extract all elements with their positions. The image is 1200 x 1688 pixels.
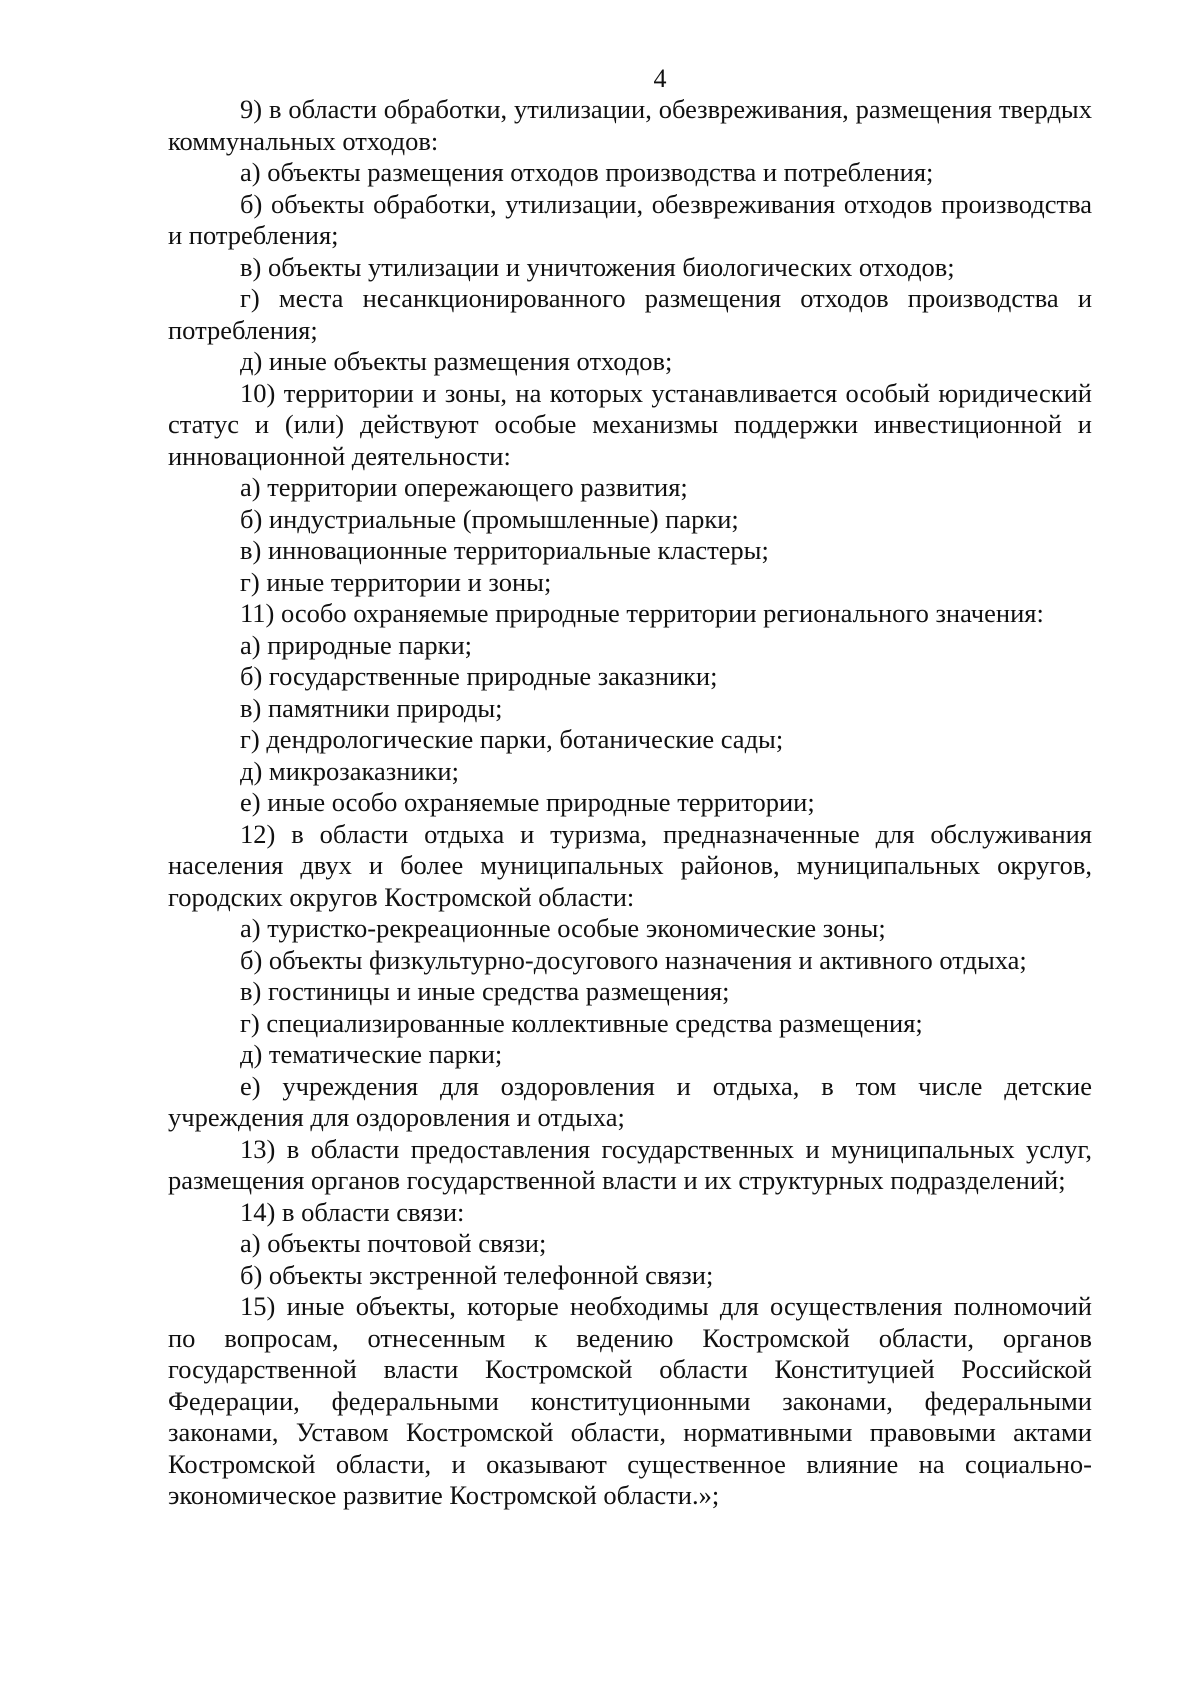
paragraph-9: 9) в области обработки, утилизации, обезвреживания, размещения твердых коммунальных отходов: [168,94,1092,156]
list-item: г) места несанкционированного размещения отходов производства и потребления; [168,283,1092,345]
list-item: а) объекты размещения отходов производства и потребления; [240,157,934,187]
list-item: в) объекты утилизации и уничтожения биологических отходов; [240,251,955,282]
paragraph-14: 14) в области связи: [240,1196,465,1227]
list-item: б) государственные природные заказники; [240,661,718,691]
list-item: д) иные объекты размещения отходов; [240,346,673,376]
list-item: д) тематические парки; [240,1039,503,1069]
list-item: а) туристко-рекреационные особые экономические зоны; [240,913,886,943]
list-item: е) учреждения для оздоровления и отдыха, в том числе детские учреждения для оздоровления и отдыха; [168,1070,1092,1132]
list-item: а) объекты почтовой связи; [240,1228,547,1258]
list-item: е) иные особо охраняемые природные территории; [240,787,815,817]
list-item: б) объекты экстренной телефонной связи; [240,1259,714,1290]
list-item: г) специализированные коллективные средства размещения; [240,1007,923,1038]
paragraph-12: 12) в области отдыха и туризма, предназначенные для обслуживания населения двух и более муниципальных районов, муниципальных округов, городских округов Костромской области: [168,818,1092,912]
list-item: а) природные парки; [240,629,473,660]
list-item: г) иные территории и зоны; [240,566,552,597]
list-item: в) гостиницы и иные средства размещения; [240,976,730,1006]
page-number: 4 [653,64,667,93]
paragraph-11: 11) особо охраняемые природные территории регионального значения: [240,598,1044,628]
list-item: а) территории опережающего развития; [240,472,688,502]
list-item: б) объекты обработки, утилизации, обезвреживания отходов производства и потребления; [168,188,1092,250]
list-item: г) дендрологические парки, ботанические сады; [240,724,784,754]
paragraph-13: 13) в области предоставления государственных и муниципальных услуг, размещения органов государственной власти и их структурных подразделений; [168,1133,1092,1195]
list-item: в) памятники природы; [240,692,503,723]
paragraph-15: 15) иные объекты, которые необходимы для осуществления полномочий по вопросам, отнесенным к ведению Костромской области, органов государственной власти Костромской области Конституцией Российской Федерации, федеральными конституционными законами, федеральными законами, Уставом Костромской области, нормативными правовыми актами Костромской области, и оказывают существенное влияние на социально-экономическое развитие Костромской области.»; [168,1291,1092,1510]
list-item: в) инновационные территориальные кластеры; [240,535,769,565]
list-item: д) микрозаказники; [240,755,459,786]
list-item: б) объекты физкультурно-досугового назначения и активного отдыха; [240,944,1027,975]
list-item: б) индустриальные (промышленные) парки; [240,503,739,534]
paragraph-10: 10) территории и зоны, на которых устанавливается особый юридический статус и (или) действуют особые механизмы поддержки инвестиционной и инновационной деятельности: [168,377,1092,471]
